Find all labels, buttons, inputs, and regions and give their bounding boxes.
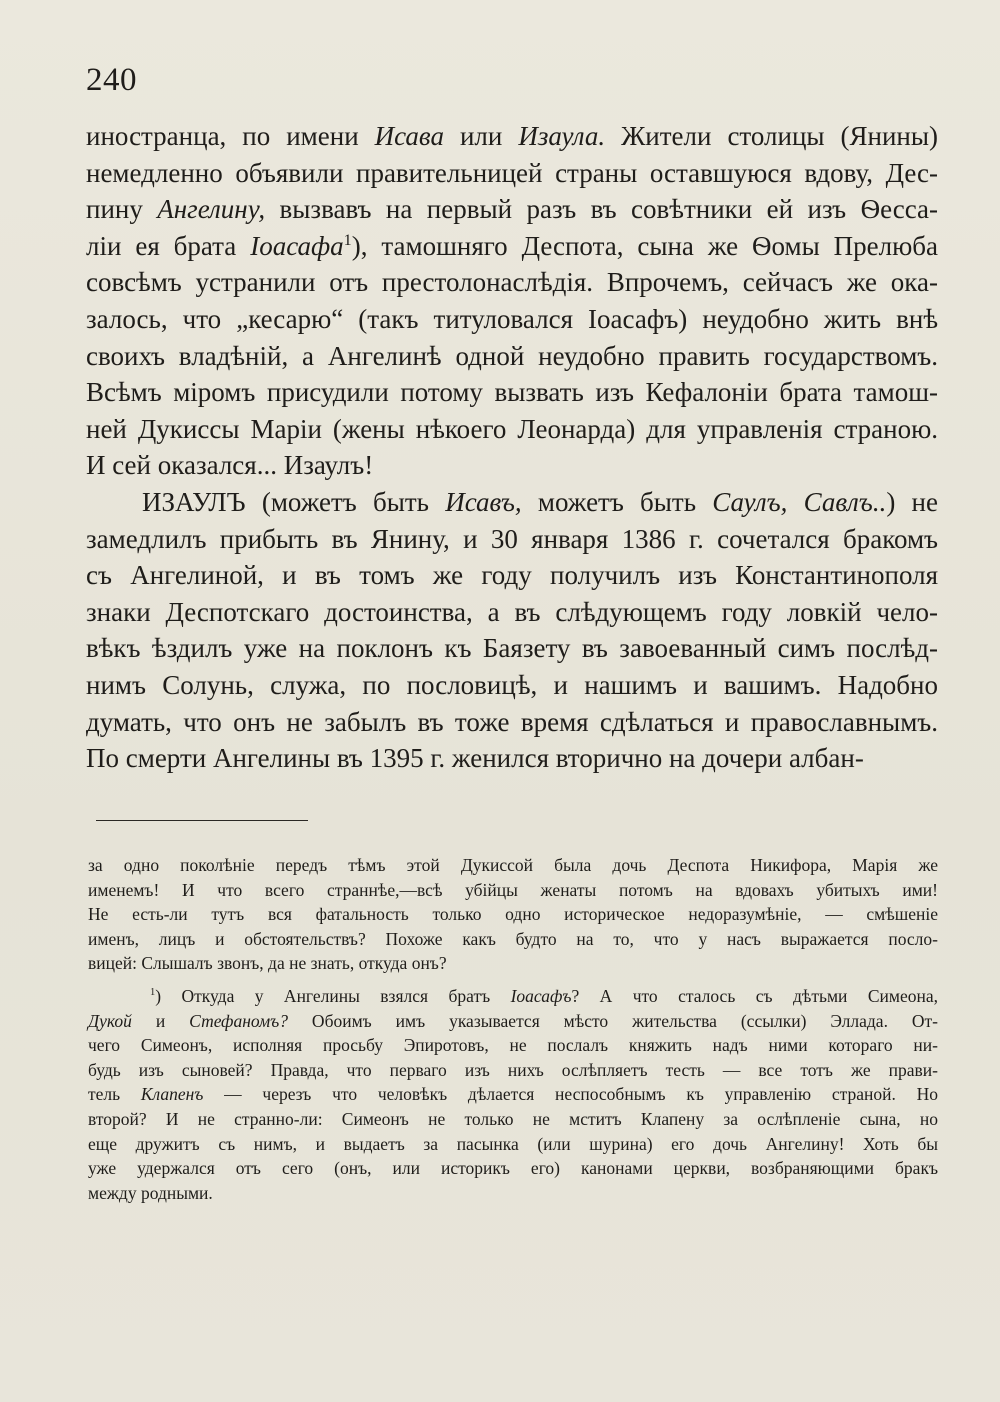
text-run: ) Откуда у Ангелины взялся братъ (155, 985, 511, 1006)
footnote-marker: 1 (150, 987, 156, 999)
footnote-line (88, 1156, 938, 1181)
italic-name: Исавъ, (445, 486, 522, 517)
text-line (86, 191, 938, 228)
text-run: за одно поколѣніе передъ тѣмъ этой Дукиссой была дочь Деспота Никифора, Марія же (88, 855, 938, 875)
footnote-gap (88, 976, 938, 984)
footnote-line (88, 1082, 938, 1107)
text-run: можетъ быть (521, 486, 713, 517)
text-line (86, 484, 938, 521)
text-run: своихъ владѣній, а Ангелинѣ одной неудобно править государствомъ. (86, 340, 938, 371)
text-run: именъ, лицъ и обстоятельствъ? Похоже какъ будто на то, что у насъ выражается посло- (88, 928, 938, 949)
text-run: вицей: Слышалъ звонъ, да не знать, откуда онъ? (88, 953, 447, 974)
footnote-line (88, 951, 938, 976)
footnote-marker: 1 (343, 230, 352, 249)
footnote-line (88, 984, 938, 1009)
text-line (86, 740, 938, 777)
italic-name: Дукой (88, 1010, 132, 1031)
italic-name: Іоасафа (250, 230, 344, 261)
italic-name: Изаула. (518, 121, 606, 151)
text-run: — черезъ что человѣкъ дѣлается неспособнымъ къ управленію страной. Но (203, 1084, 938, 1105)
text-run: съ Ангелиной, и въ томъ же году получилъ изъ Константинополя (86, 560, 938, 591)
text-run: И сей оказался... Изаулъ! (86, 450, 374, 481)
text-run: Не есть-ли тутъ вся фатальность только одно историческое недоразумѣніе, — смѣшеніе (88, 904, 938, 925)
text-run: ИЗАУЛЪ (можетъ быть (142, 486, 446, 517)
text-run: совсѣмъ устранили отъ престолонаслѣдія. Впрочемъ, сейчасъ же ока- (86, 267, 938, 298)
text-run: вѣкъ ѣздилъ уже на поклонъ къ Баязету въ завоеванный симъ послѣд- (86, 633, 938, 664)
italic-name: Ангелину, (157, 194, 266, 225)
text-run: иностранца, по имени (86, 121, 375, 151)
text-run: Обоимъ имъ указывается мѣсто жительства (ссылки) Эллада. От- (288, 1010, 938, 1031)
text-run: и (131, 1010, 190, 1031)
text-line (86, 521, 938, 558)
text-run: нимъ Солунь, служа, по пословицѣ, и нашимъ и вашимъ. Надобно (86, 669, 938, 700)
text-line (86, 594, 938, 631)
text-line (86, 228, 938, 265)
footnote-line (88, 1033, 938, 1058)
footnote-line (88, 927, 938, 952)
footnote-line (88, 853, 938, 878)
text-run: ? А что сталось съ дѣтьми Симеона, (571, 985, 938, 1006)
text-run: Жители столицы (Янины) (605, 121, 939, 151)
text-run: второй? И не странно-ли: Симеонъ не только не мститъ Клапену за ослѣпленіе сына, но (88, 1108, 938, 1129)
text-line (86, 155, 938, 192)
italic-name: Клапенъ (140, 1084, 204, 1105)
text-line (86, 264, 938, 301)
text-run: именемъ! И что всего страннѣе,—всѣ убійцы женаты потомъ на вдовахъ убитыхъ ими! (88, 879, 938, 900)
footnote-line (88, 1107, 938, 1132)
footnote-line (88, 1009, 938, 1034)
text-line (86, 118, 938, 155)
text-line (86, 374, 938, 411)
text-run: между родными. (88, 1182, 213, 1203)
text-run: замедлилъ прибыть въ Янину, и 30 января 1386 г. сочетался бракомъ (86, 523, 938, 554)
text-line (86, 667, 938, 704)
italic-name: Стефаномъ? (189, 1010, 288, 1031)
text-line (86, 447, 938, 484)
italic-name: Саулъ, Савлъ.. (712, 486, 887, 517)
text-run: немедленно объявили правительницей страны оставшуюся вдову, Дес- (86, 157, 938, 188)
text-line (86, 411, 938, 448)
text-run: Всѣмъ міромъ присудили потому вызвать изъ Кефалоніи брата тамош- (86, 377, 938, 408)
text-run: уже удержался отъ сего (онъ, или историкъ его) канонами церкви, возбраняющими бракъ (88, 1158, 938, 1179)
text-run: думать, что онъ не забылъ въ тоже время сдѣлаться и православнымъ. (86, 706, 938, 737)
footnote-line (88, 1132, 938, 1157)
text-run: чего Симеонъ, исполняя просьбу Эпиротовъ, не послалъ княжить надъ ними котораго ни- (88, 1035, 938, 1056)
text-run: вызвавъ на первый разъ въ совѣтники ей изъ Ѳесса- (265, 194, 938, 225)
text-run: тель (88, 1084, 141, 1105)
text-line (86, 338, 938, 375)
text-run: еще дружитъ съ нимъ, и выдаетъ за пасынка (или шурина) его дочь Ангелину! Хоть бы (88, 1133, 938, 1154)
text-run: будь изъ сыновей? Правда, что перваго изъ нихъ ослѣпляетъ тесть — все тотъ же прави- (88, 1059, 938, 1080)
text-run: залось, что „кесарю“ (такъ титуловался Іоасафъ) неудобно жить внѣ (86, 303, 938, 334)
text-run: или (443, 121, 519, 151)
text-run: знаки Деспотскаго достоинства, а въ слѣдующемъ году ловкій чело- (86, 596, 938, 627)
text-run: ней Дукиссы Маріи (жены нѣкоего Леонарда) для управленія страною. (86, 413, 938, 444)
text-run: ), тамошняго Деспота, сына же Ѳомы Прелюба (351, 230, 938, 261)
footnote-divider (96, 820, 308, 821)
text-line (86, 301, 938, 338)
footnote-line (88, 878, 938, 903)
footnote-line (88, 1181, 938, 1206)
text-run: ) не (886, 486, 938, 517)
text-line (86, 704, 938, 741)
italic-name: Іоасафъ (510, 985, 572, 1006)
text-line (86, 557, 938, 594)
text-run: По смерти Ангелины въ 1395 г. женился вторично на дочери албан- (86, 743, 864, 774)
footnotes (88, 853, 938, 1205)
text-line (86, 630, 938, 667)
page-number: 240 (86, 62, 137, 98)
footnote-line (88, 1058, 938, 1083)
text-run: пину (86, 194, 158, 225)
main-text (86, 118, 938, 777)
italic-name: Исава (374, 121, 444, 151)
text-run: ліи ея брата (86, 230, 251, 261)
footnote-line (88, 902, 938, 927)
